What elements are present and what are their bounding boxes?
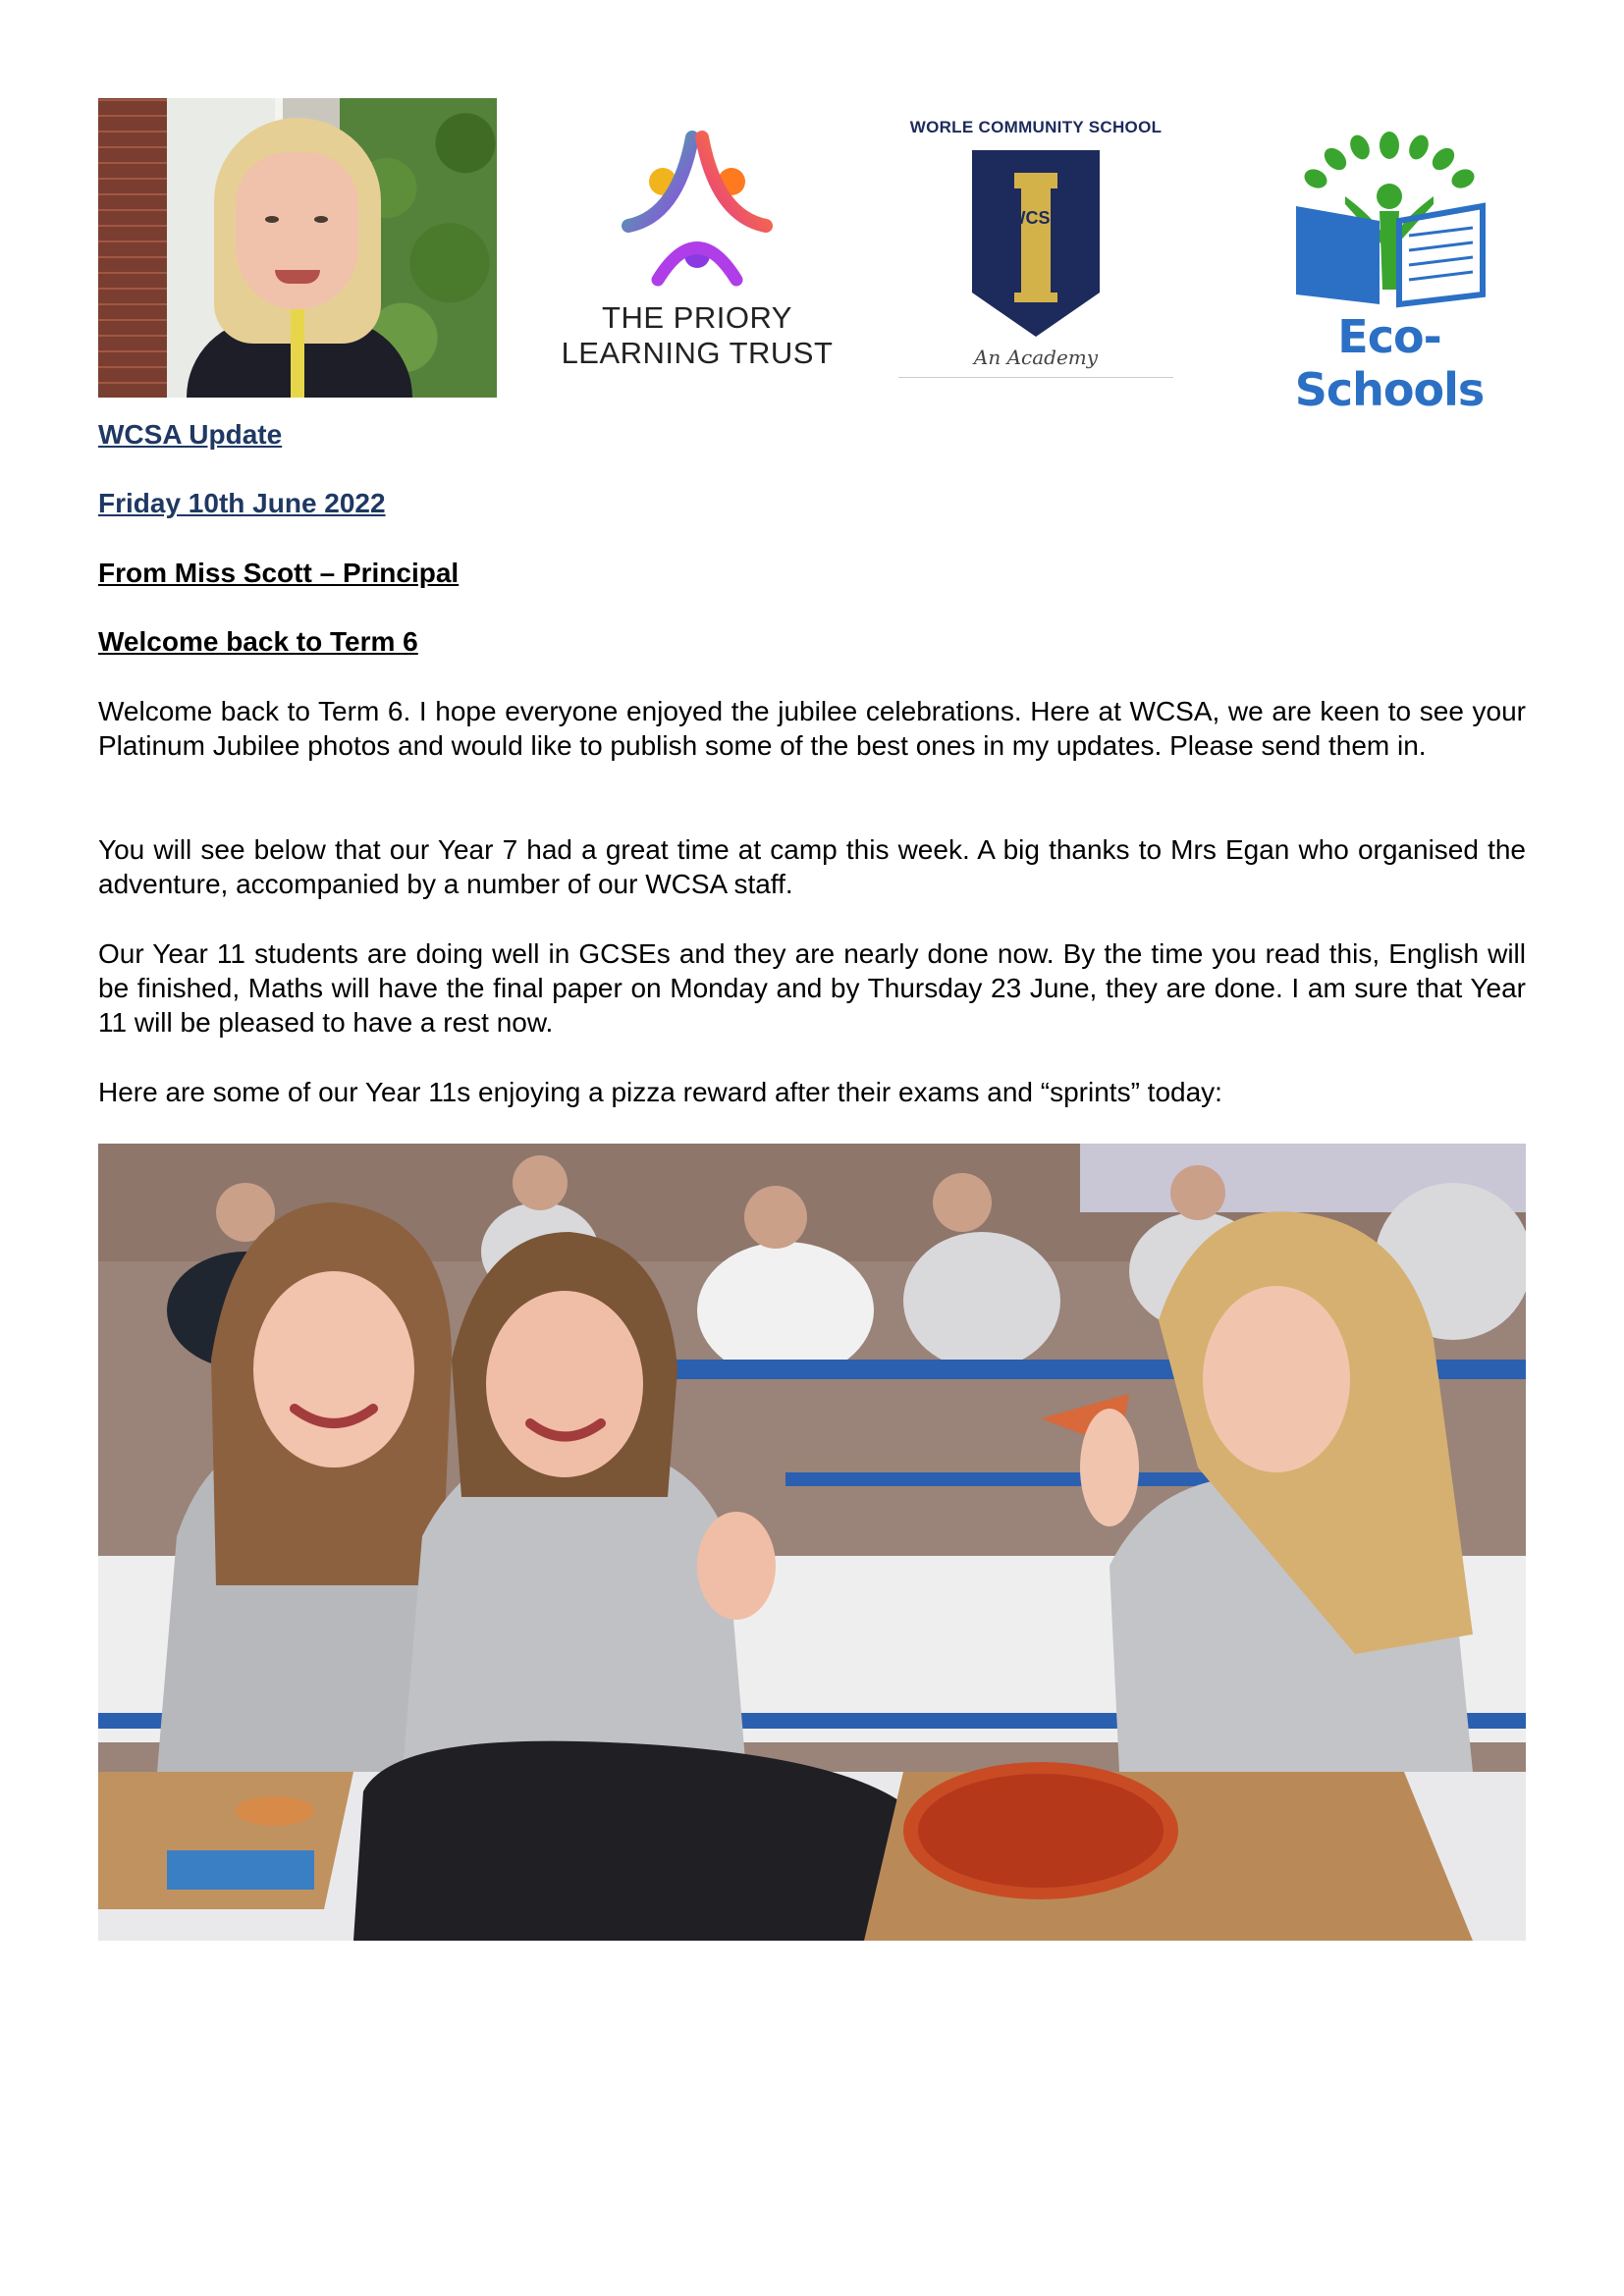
paragraph-year11-gcse: Our Year 11 students are doing well in GCSEs and they are nearly done now. By the time you read this, English will be finished, Maths will have the final paper on Monday and by Thursday 23 June, they are done. I am sure that Year 11 will be pleased to have a rest now. [98, 938, 1526, 1038]
paragraph-year7-camp: You will see below that our Year 7 had a great time at camp this week. A big thanks to Mrs Egan who organised the adventure, accompanied by a number of our WCSA staff. [98, 834, 1526, 899]
wcs-logo-tagline: An Academy [973, 346, 1099, 369]
priory-learning-trust-logo [550, 118, 844, 393]
from-heading: From Miss Scott – Principal [98, 558, 460, 588]
priory-logo-line1: THE PRIORY [602, 300, 792, 335]
eco-schools-logo [1257, 118, 1522, 416]
year11-pizza-photo [98, 1144, 1526, 1941]
eco-tree-book-icon [1276, 118, 1502, 314]
priory-logo-line2: LEARNING TRUST [561, 336, 834, 370]
wcs-shield-letters: WCSA [1008, 208, 1063, 228]
worle-community-school-logo [893, 118, 1178, 398]
wcs-logo-title: WORLE COMMUNITY SCHOOL [909, 118, 1163, 136]
welcome-heading: Welcome back to Term 6 [98, 626, 418, 657]
wcs-shield-icon [967, 145, 1105, 342]
eco-logo-text: Eco-Schools [1294, 310, 1485, 416]
paragraph-pizza-reward: Here are some of our Year 11s enjoying a pizza reward after their exams and “sprints” today: [98, 1077, 1222, 1107]
principal-portrait [98, 98, 497, 398]
header-images [98, 98, 1526, 416]
priory-logo-icon [609, 118, 785, 294]
update-heading: WCSA Update [98, 419, 283, 450]
date-heading: Friday 10th June 2022 [98, 488, 386, 518]
paragraph-jubilee: Welcome back to Term 6. I hope everyone enjoyed the jubilee celebrations. Here at WCSA, we are keen to see your Platinum Jubilee photos and would like to publish some of the best ones in my updates. Please send them in. [98, 696, 1526, 761]
